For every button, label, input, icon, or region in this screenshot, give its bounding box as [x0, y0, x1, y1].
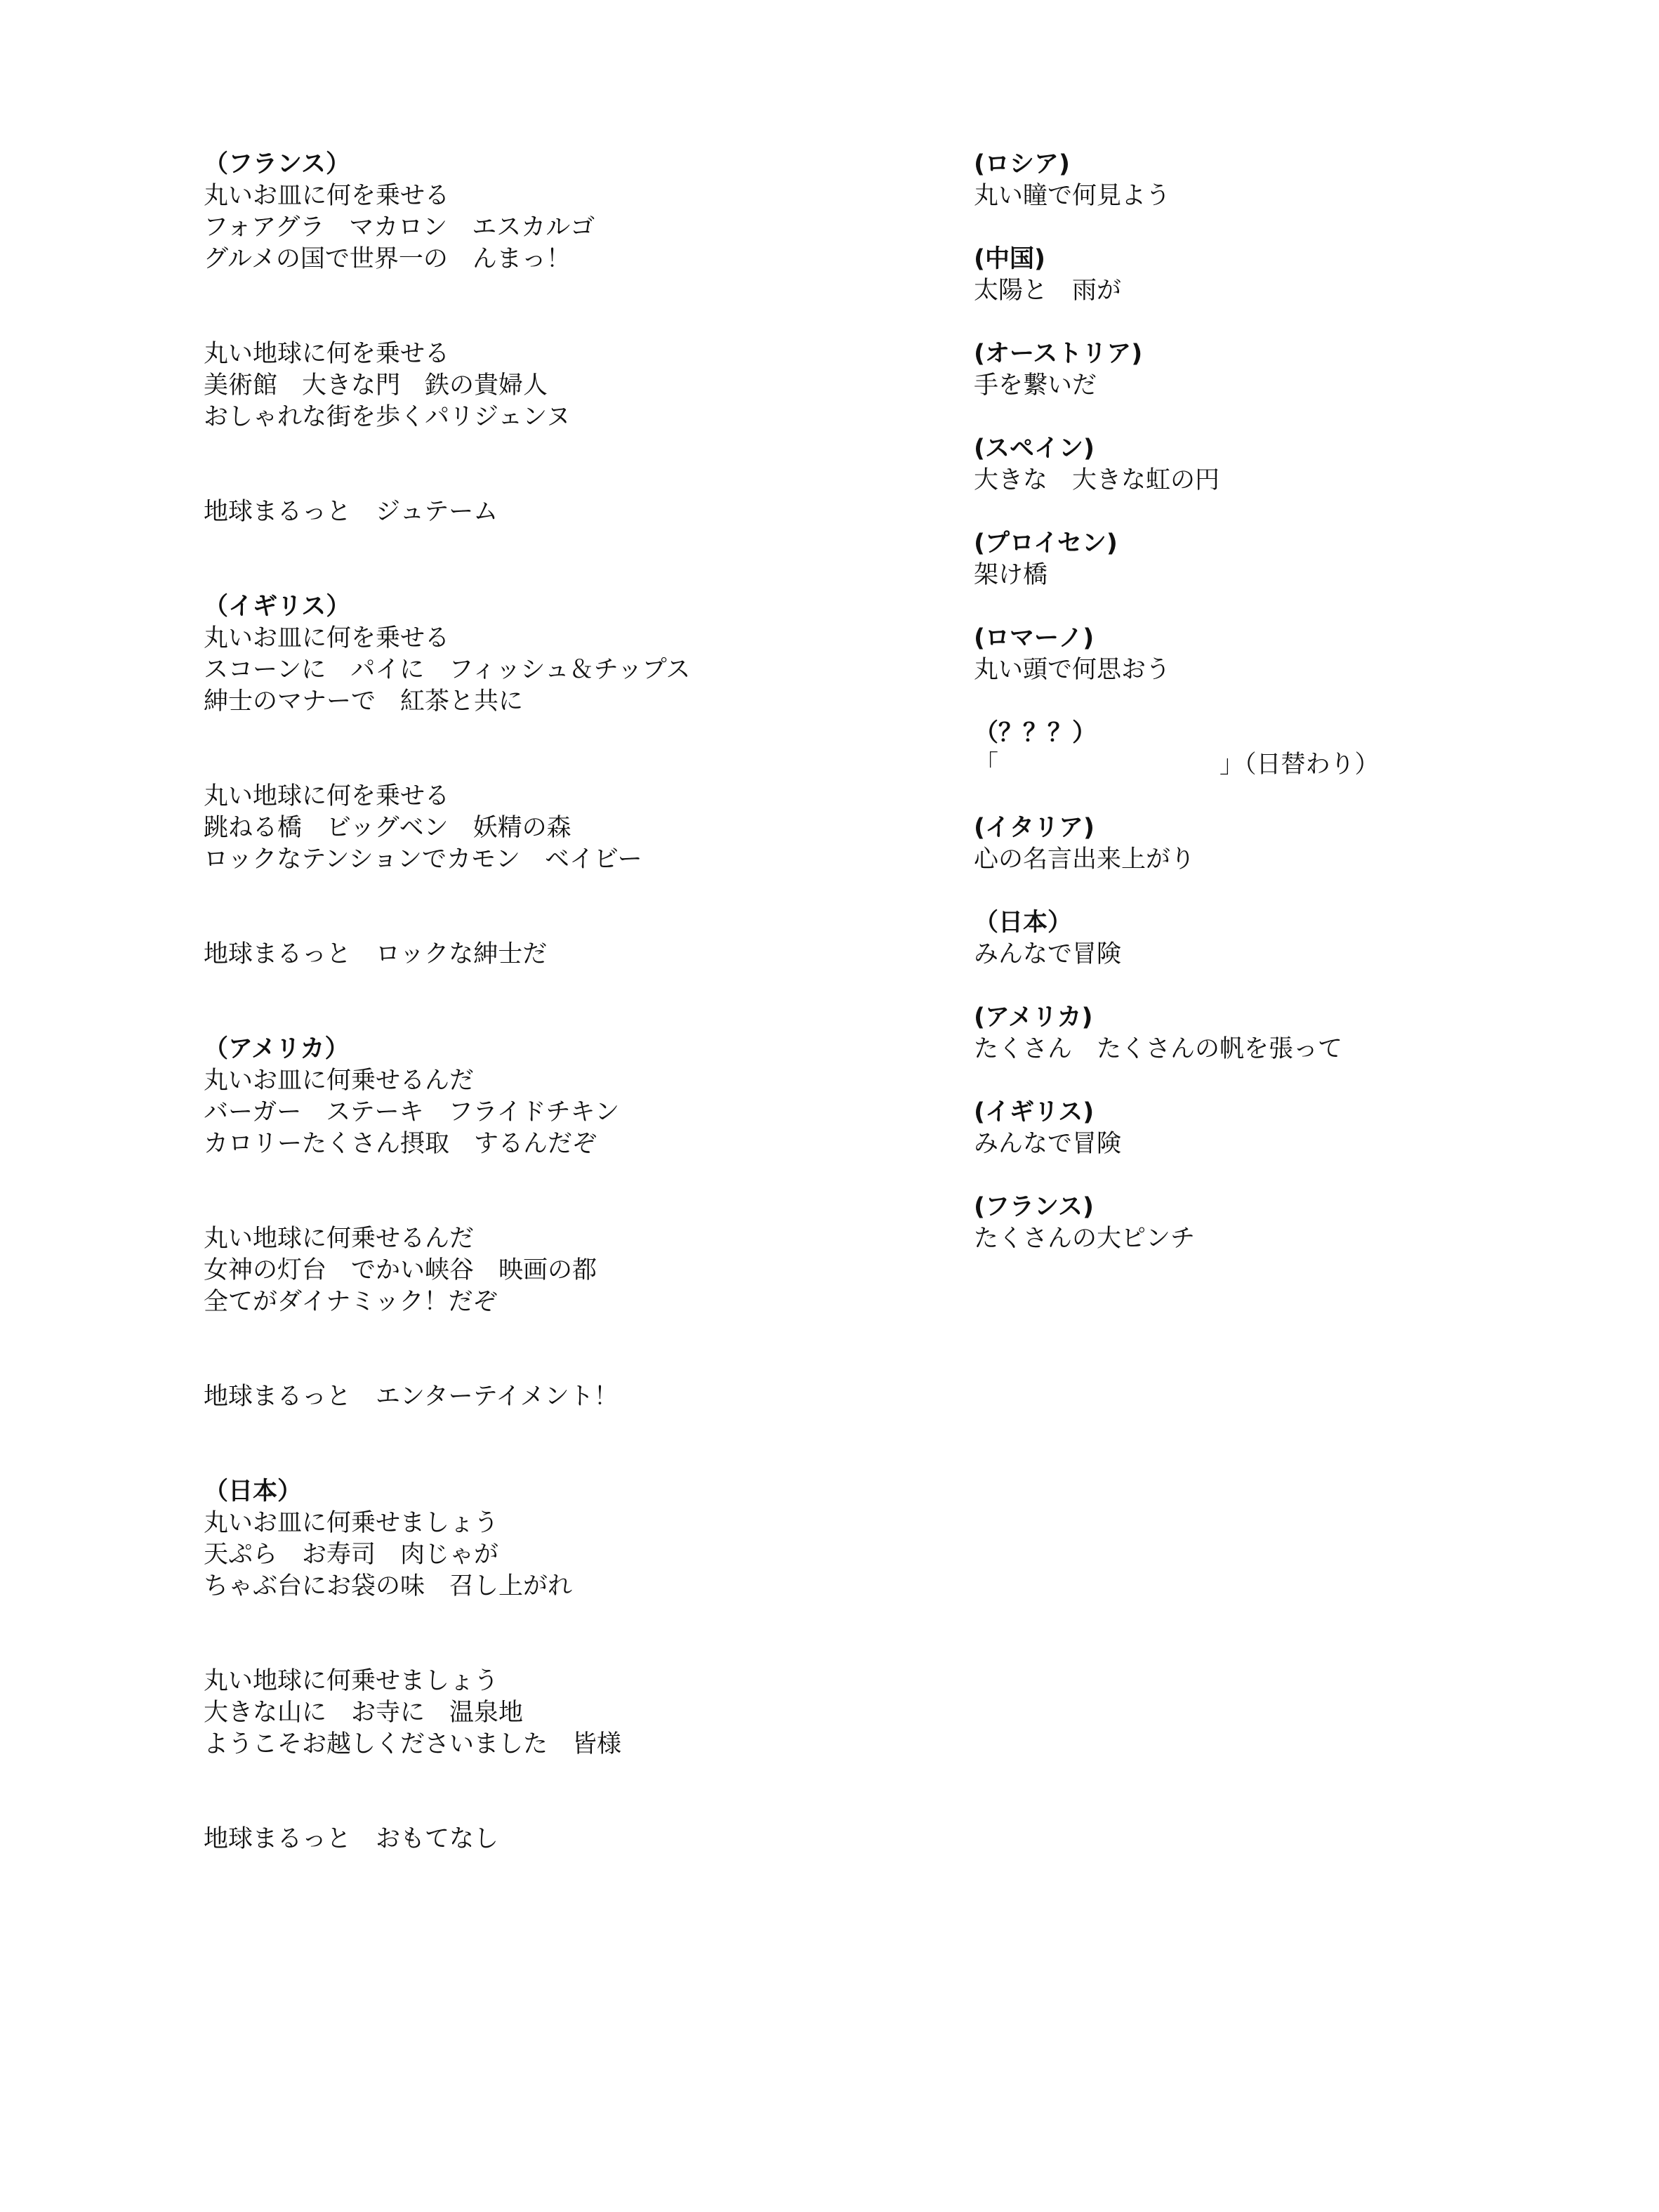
lyric-line: 大きな 大きな虹の円: [974, 466, 1220, 494]
lyric-line: 丸い地球に何を乗せる: [204, 340, 450, 368]
speaker-label: （アメリカ）: [204, 1035, 350, 1063]
section-america: [204, 1034, 906, 1476]
speaker-label: (スペイン): [974, 435, 1095, 463]
part-china: [974, 244, 1606, 338]
section-uk: [204, 591, 906, 1034]
lyric-line: みんなで冒険: [974, 940, 1122, 968]
lyric-line: 架け橋: [974, 561, 1048, 589]
part-italy: [974, 812, 1606, 907]
speaker-label: （？？？）: [974, 719, 1097, 747]
lyric-line: 心の名言出来上がり: [974, 845, 1196, 874]
part-france: [974, 1192, 1606, 1255]
speaker-label: （日本）: [974, 909, 1073, 937]
lyric-line: 丸い地球に何を乗せる: [204, 782, 450, 810]
part-austria: [974, 338, 1606, 433]
part-uk: [974, 1097, 1606, 1192]
lyric-line: カロリーたくさん摂取 するんだぞ: [204, 1130, 597, 1158]
speaker-label: （イギリス）: [204, 593, 351, 621]
part-america: [974, 1002, 1606, 1097]
lyric-line: みんなで冒険: [974, 1130, 1122, 1158]
lyric-line: 天ぷら お寿司 肉じゃが: [204, 1541, 499, 1569]
lyric-line: 太陽と 雨が: [974, 277, 1122, 305]
lyric-line: ようこそお越しくださいました 皆様: [204, 1730, 622, 1758]
lyric-line: ロックなテンションでカモン ベイビー: [204, 845, 642, 874]
lyric-line: フォアグラ マカロン エスカルゴ: [204, 213, 595, 242]
speaker-label: (中国): [974, 245, 1045, 273]
closing-line: 地球まるっと おもてなし: [204, 1825, 499, 1853]
lyric-line: 丸いお皿に何を乗せる: [204, 182, 450, 210]
closing-line: 地球まるっと ジュテーム: [204, 498, 498, 526]
lyric-line: 美術館 大きな門 鉄の貴婦人: [204, 371, 548, 400]
part-romano: [974, 623, 1606, 718]
part-spain: [974, 433, 1606, 528]
speaker-label: (アメリカ): [974, 1003, 1093, 1032]
lyric-line: スコーンに パイに フィッシュ＆チップス: [204, 656, 691, 684]
lyric-line: 「 」（日替わり）: [974, 751, 1380, 779]
lyric-line: おしゃれな街を歩くパリジェンヌ: [204, 403, 571, 431]
speaker-label: (イタリア): [974, 814, 1095, 842]
speaker-label: （フランス）: [204, 150, 350, 178]
left-column: [204, 149, 906, 1855]
section-japan: [204, 1476, 906, 1855]
lyric-line: 丸い地球に何乗せましょう: [204, 1667, 499, 1695]
lyric-line: 跳ねる橋 ビッグベン 妖精の森: [204, 814, 571, 842]
part-prussia: [974, 528, 1606, 623]
lyric-line: 丸いお皿に何を乗せる: [204, 624, 450, 652]
section-france: [204, 149, 906, 591]
lyric-line: グルメの国で世界一の んまっ！: [204, 245, 571, 273]
speaker-label: (ロマーノ): [974, 624, 1095, 652]
lyric-line: たくさんの大ピンチ: [974, 1225, 1196, 1253]
lyric-line: 全てがダイナミック！だぞ: [204, 1288, 498, 1316]
lyric-line: 丸いお皿に何乗せましょう: [204, 1509, 499, 1537]
lyric-line: 紳士のマナーで 紅茶と共に: [204, 687, 524, 716]
closing-line: 地球まるっと ロックな紳士だ: [204, 940, 548, 968]
lyric-line: 手を繋いだ: [974, 371, 1097, 400]
right-column: [974, 149, 1606, 1255]
lyric-line: 大きな山に お寺に 温泉地: [204, 1699, 524, 1727]
lyric-line: 丸い瞳で何見よう: [974, 182, 1171, 210]
closing-line: 地球まるっと エンターテイメント！: [204, 1383, 619, 1411]
part-russia: [974, 149, 1606, 244]
part-unknown: [974, 718, 1606, 812]
lyric-line: 丸いお皿に何乗せるんだ: [204, 1067, 475, 1095]
speaker-label: （日本）: [204, 1477, 303, 1506]
speaker-label: (ロシア): [974, 150, 1070, 178]
lyric-line: ちゃぶ台にお袋の味 召し上がれ: [204, 1572, 573, 1600]
part-japan: [974, 907, 1606, 1002]
lyric-line: 丸い地球に何乗せるんだ: [204, 1225, 475, 1253]
lyric-line: 丸い頭で何思おう: [974, 656, 1171, 684]
lyric-line: 女神の灯台 でかい峡谷 映画の都: [204, 1256, 597, 1284]
lyric-line: バーガー ステーキ フライドチキン: [204, 1098, 620, 1126]
speaker-label: (イギリス): [974, 1098, 1095, 1126]
lyric-line: たくさん たくさんの帆を張って: [974, 1035, 1343, 1063]
speaker-label: (オーストリア): [974, 340, 1143, 368]
speaker-label: (プロイセン): [974, 529, 1118, 558]
speaker-label: (フランス): [974, 1193, 1094, 1221]
